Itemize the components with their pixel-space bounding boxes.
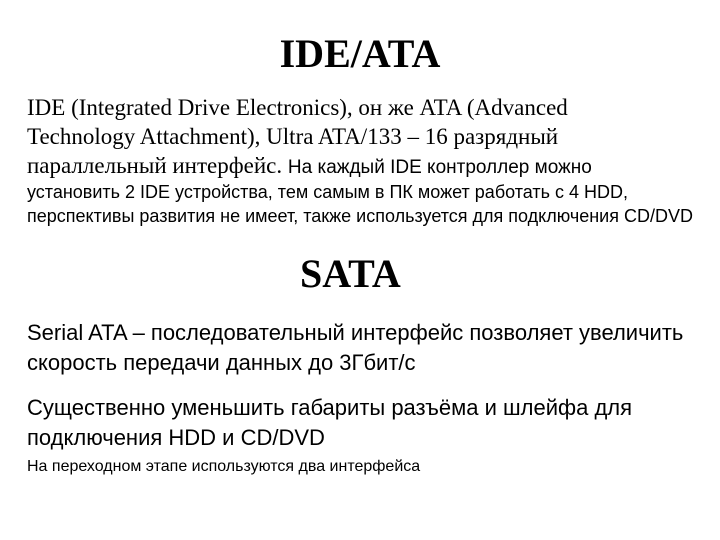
ide-ata-title: IDE/ATA xyxy=(279,31,441,76)
ide-description xyxy=(27,93,707,182)
ide-description-line-3-serif: параллельный интерфейс. xyxy=(27,153,283,178)
sata-title: SATA xyxy=(300,251,401,296)
sata-paragraph-3: На переходном этапе используются два интерфейса xyxy=(27,458,421,475)
sata-paragraph-2: Существенно уменьшить габариты разъёма и шлейфа для подключения HDD и CD/DVD xyxy=(27,395,633,450)
sata-paragraph-1: Serial ATA – последовательный интерфейс позволяет увеличить скорость передачи данных до 3Гбит/с xyxy=(27,320,684,375)
ide-description-line-2: Technology Attachment), Ultra ATA/133 – 16 разрядный xyxy=(27,124,559,149)
ide-description-line-3-sans: На каждый IDE контроллер можно xyxy=(287,157,592,178)
ide-description-continuation: установить 2 IDE устройства, тем самым в ПК может работать с 4 HDD, перспективы развития не имеет, также используется для подключения CD/DVD xyxy=(27,182,693,226)
ide-description-line-3 xyxy=(27,151,707,182)
ide-description-line-1: IDE (Integrated Drive Electronics), он же ATA (Advanced xyxy=(27,95,568,120)
